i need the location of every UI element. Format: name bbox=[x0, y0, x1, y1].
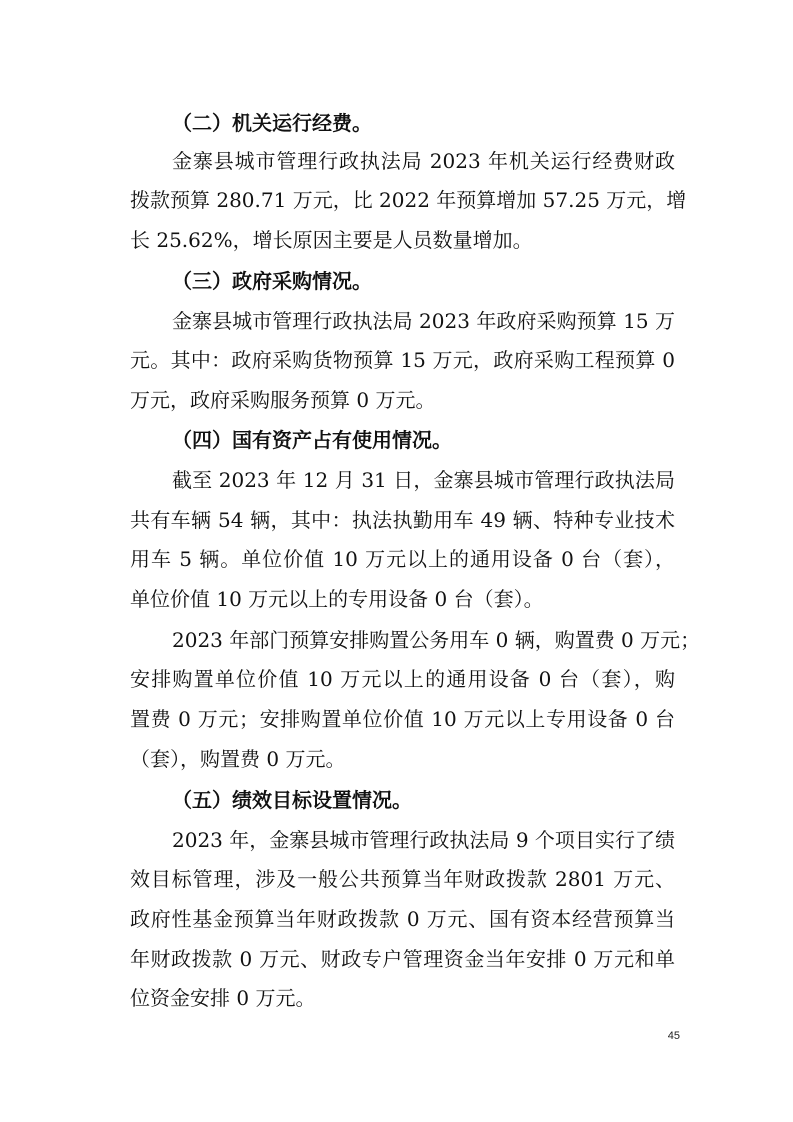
paragraph-line: 2023 年，金寨县城市管理行政执法局 9 个项目实行了绩 bbox=[172, 828, 675, 852]
page-number: 45 bbox=[667, 1030, 680, 1042]
section-heading-state-assets: （四）国有资产占有使用情况。 bbox=[172, 428, 452, 452]
paragraph-line: 单位价值 10 万元以上的专用设备 0 台（套）。 bbox=[130, 587, 544, 611]
paragraph-line: 2023 年部门预算安排购置公务用车 0 辆，购置费 0 万元； bbox=[172, 628, 701, 652]
paragraph-line: 安排购置单位价值 10 万元以上的通用设备 0 台（套），购 bbox=[130, 667, 675, 691]
paragraph-line: （套），购置费 0 万元。 bbox=[130, 747, 346, 771]
paragraph-line: 金寨县城市管理行政执法局 2023 年政府采购预算 15 万 bbox=[172, 309, 675, 333]
paragraph-line: 置费 0 万元；安排购置单位价值 10 万元以上专用设备 0 台 bbox=[130, 707, 675, 731]
paragraph-line: 拨款预算 280.71 万元，比 2022 年预算增加 57.25 万元，增 bbox=[130, 188, 687, 212]
section-heading-performance-goals: （五）绩效目标设置情况。 bbox=[172, 788, 412, 812]
paragraph-line: 效目标管理，涉及一般公共预算当年财政拨款 2801 万元、 bbox=[130, 867, 675, 891]
paragraph-line: 长 25.62%，增长原因主要是人员数量增加。 bbox=[130, 228, 533, 252]
paragraph-line: 共有车辆 54 辆，其中：执法执勤用车 49 辆、特种专业技术 bbox=[130, 508, 675, 532]
paragraph-line: 政府性基金预算当年财政拨款 0 万元、国有资本经营预算当 bbox=[130, 907, 675, 931]
section-heading-operating-expenses: （二）机关运行经费。 bbox=[172, 111, 372, 135]
paragraph-line: 位资金安排 0 万元。 bbox=[130, 986, 316, 1010]
paragraph-line: 金寨县城市管理行政执法局 2023 年机关运行经费财政 bbox=[172, 149, 675, 173]
section-heading-government-procurement: （三）政府采购情况。 bbox=[172, 269, 372, 293]
paragraph-line: 用车 5 辆。单位价值 10 万元以上的通用设备 0 台（套）， bbox=[130, 547, 675, 571]
paragraph-line: 截至 2023 年 12 月 31 日，金寨县城市管理行政执法局 bbox=[172, 468, 675, 492]
paragraph-line: 万元，政府采购服务预算 0 万元。 bbox=[130, 388, 436, 412]
paragraph-line: 元。其中：政府采购货物预算 15 万元，政府采购工程预算 0 bbox=[130, 348, 675, 372]
paragraph-line: 年财政拨款 0 万元、财政专户管理资金当年安排 0 万元和单 bbox=[130, 947, 675, 971]
